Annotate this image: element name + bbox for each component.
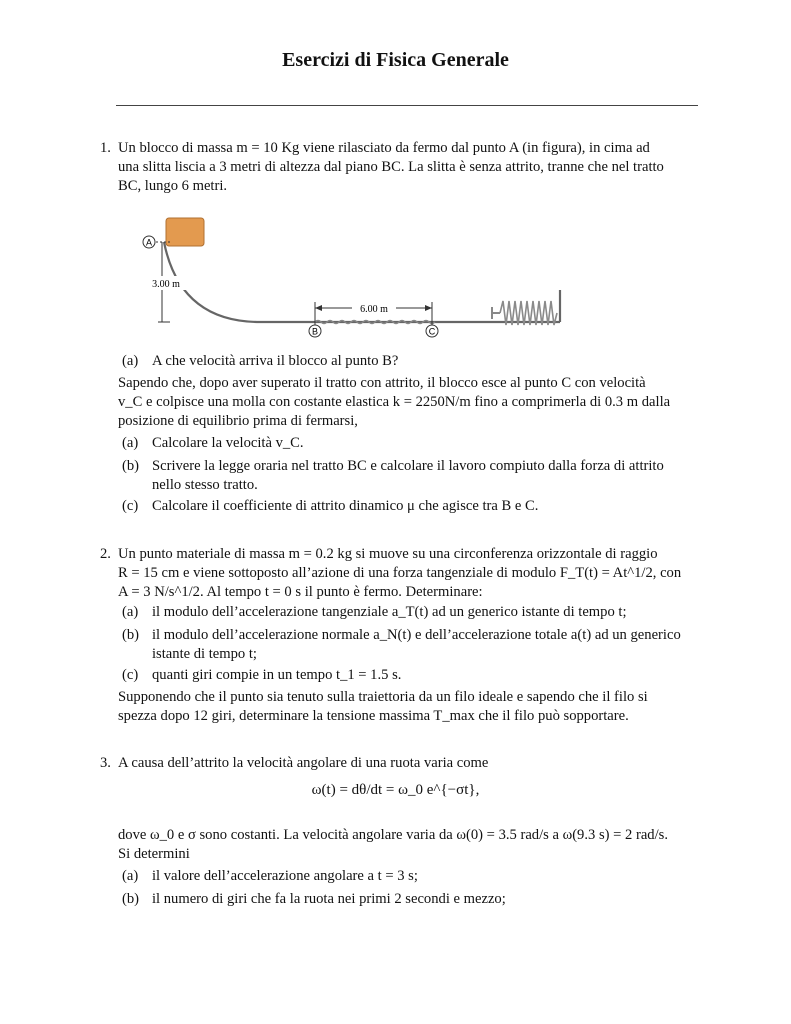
ex1-mid-line-2: v_C e colpisce una molla con costante elastica k = 2250N/m fino a comprimerla di 0.3 m dalla — [118, 394, 671, 410]
ex1-question-c-label: (c) — [122, 498, 139, 514]
point-a-label: A — [145, 237, 153, 248]
exercise-3-number: 3. — [100, 755, 111, 771]
ex1-mid-line-1: Sapendo che, dopo aver superato il tratto con attrito, il blocco esce al punto C con velocità — [118, 375, 646, 391]
exercise-1-line-1: Un blocco di massa m = 10 Kg viene rilasciato da fermo dal punto A (in figura), in cima ad — [118, 140, 650, 156]
document-title: Esercizi di Fisica Generale — [282, 49, 509, 71]
ex1-question-b-line-2: nello stesso tratto. — [152, 477, 258, 493]
ex1-question-a-text: A che velocità arriva il blocco al punto B? — [152, 353, 399, 369]
ex2-question-a-text: il modulo dell’accelerazione tangenziale a_T(t) ad un generico istante di tempo t; — [152, 604, 627, 620]
ex1-question-c-text: Calcolare il coefficiente di attrito dinamico μ che agisce tra B e C. — [152, 498, 539, 514]
ex2-question-b-label: (b) — [122, 627, 140, 643]
length-label: 6.00 m — [360, 304, 388, 315]
exercise-2-line-3: A = 3 N/s^1/2. Al tempo t = 0 s il punto è fermo. Determinare: — [118, 584, 483, 600]
exercise-3-line-1: dove ω_0 e σ sono costanti. La velocità angolare varia da ω(0) = 3.5 rad/s a ω(9.3 s) = 2 rad/s. — [118, 827, 668, 843]
ex2-question-b-line-2: istante di tempo t; — [152, 646, 257, 662]
ex1-question-a2-text: Calcolare la velocità v_C. — [152, 435, 304, 451]
ex2-tail-line-1: Supponendo che il punto sia tenuto sulla traiettoria da un filo ideale e sapendo che il filo si — [118, 689, 648, 705]
exercise-1-line-3: BC, lungo 6 metri. — [118, 178, 228, 194]
ex1-question-a-label: (a) — [122, 353, 139, 369]
exercise-1-number: 1. — [100, 140, 111, 156]
title-rule — [116, 105, 698, 106]
exercise-3-intro: A causa dell’attrito la velocità angolare di una ruota varia come — [118, 755, 489, 771]
exercise-1-line-2: una slitta liscia a 3 metri di altezza dal piano BC. La slitta è senza attrito, tranne che nel tratto — [118, 159, 664, 175]
block — [166, 218, 204, 246]
ex2-question-a-label: (a) — [122, 604, 139, 620]
exercise-2-number: 2. — [100, 546, 111, 562]
point-b-label: B — [311, 326, 319, 337]
ex3-question-b-text: il numero di giri che fa la ruota nei primi 2 secondi e mezzo; — [152, 891, 506, 907]
ex2-tail-line-2: spezza dopo 12 giri, determinare la tensione massima T_max che il filo può sopportare. — [118, 708, 629, 724]
ex3-question-b-label: (b) — [122, 891, 140, 907]
exercise-2-line-2: R = 15 cm e viene sottoposto all’azione di una forza tangenziale di modulo F_T(t) = At^1/2, con — [118, 565, 682, 581]
angular-velocity-equation: ω(t) = dθ/dt = ω_0 e^{−σt}, — [311, 782, 480, 798]
ex2-question-c-text: quanti giri compie in un tempo t_1 = 1.5 s. — [152, 667, 402, 683]
ramp-figure — [140, 212, 580, 342]
ex1-question-b-label: (b) — [122, 458, 140, 474]
ex2-question-b-line-1: il modulo dell’accelerazione normale a_N(t) e dell’accelerazione totale a(t) ad un generico — [152, 627, 681, 643]
ex3-question-a-text: il valore dell’accelerazione angolare a t = 3 s; — [152, 868, 418, 884]
ex2-question-c-label: (c) — [122, 667, 139, 683]
ex3-question-a-label: (a) — [122, 868, 139, 884]
ex1-question-a2-label: (a) — [122, 435, 139, 451]
height-label: 3.00 m — [152, 279, 180, 290]
ex1-question-b-line-1: Scrivere la legge oraria nel tratto BC e calcolare il lavoro compiuto dalla forza di attrito — [152, 458, 664, 474]
point-c-label: C — [428, 326, 436, 337]
ex1-mid-line-3: posizione di equilibrio prima di fermarsi, — [118, 413, 358, 429]
exercise-3-line-2: Si determini — [118, 846, 190, 862]
exercise-2-line-1: Un punto materiale di massa m = 0.2 kg si muove su una circonferenza orizzontale di raggio — [118, 546, 658, 562]
